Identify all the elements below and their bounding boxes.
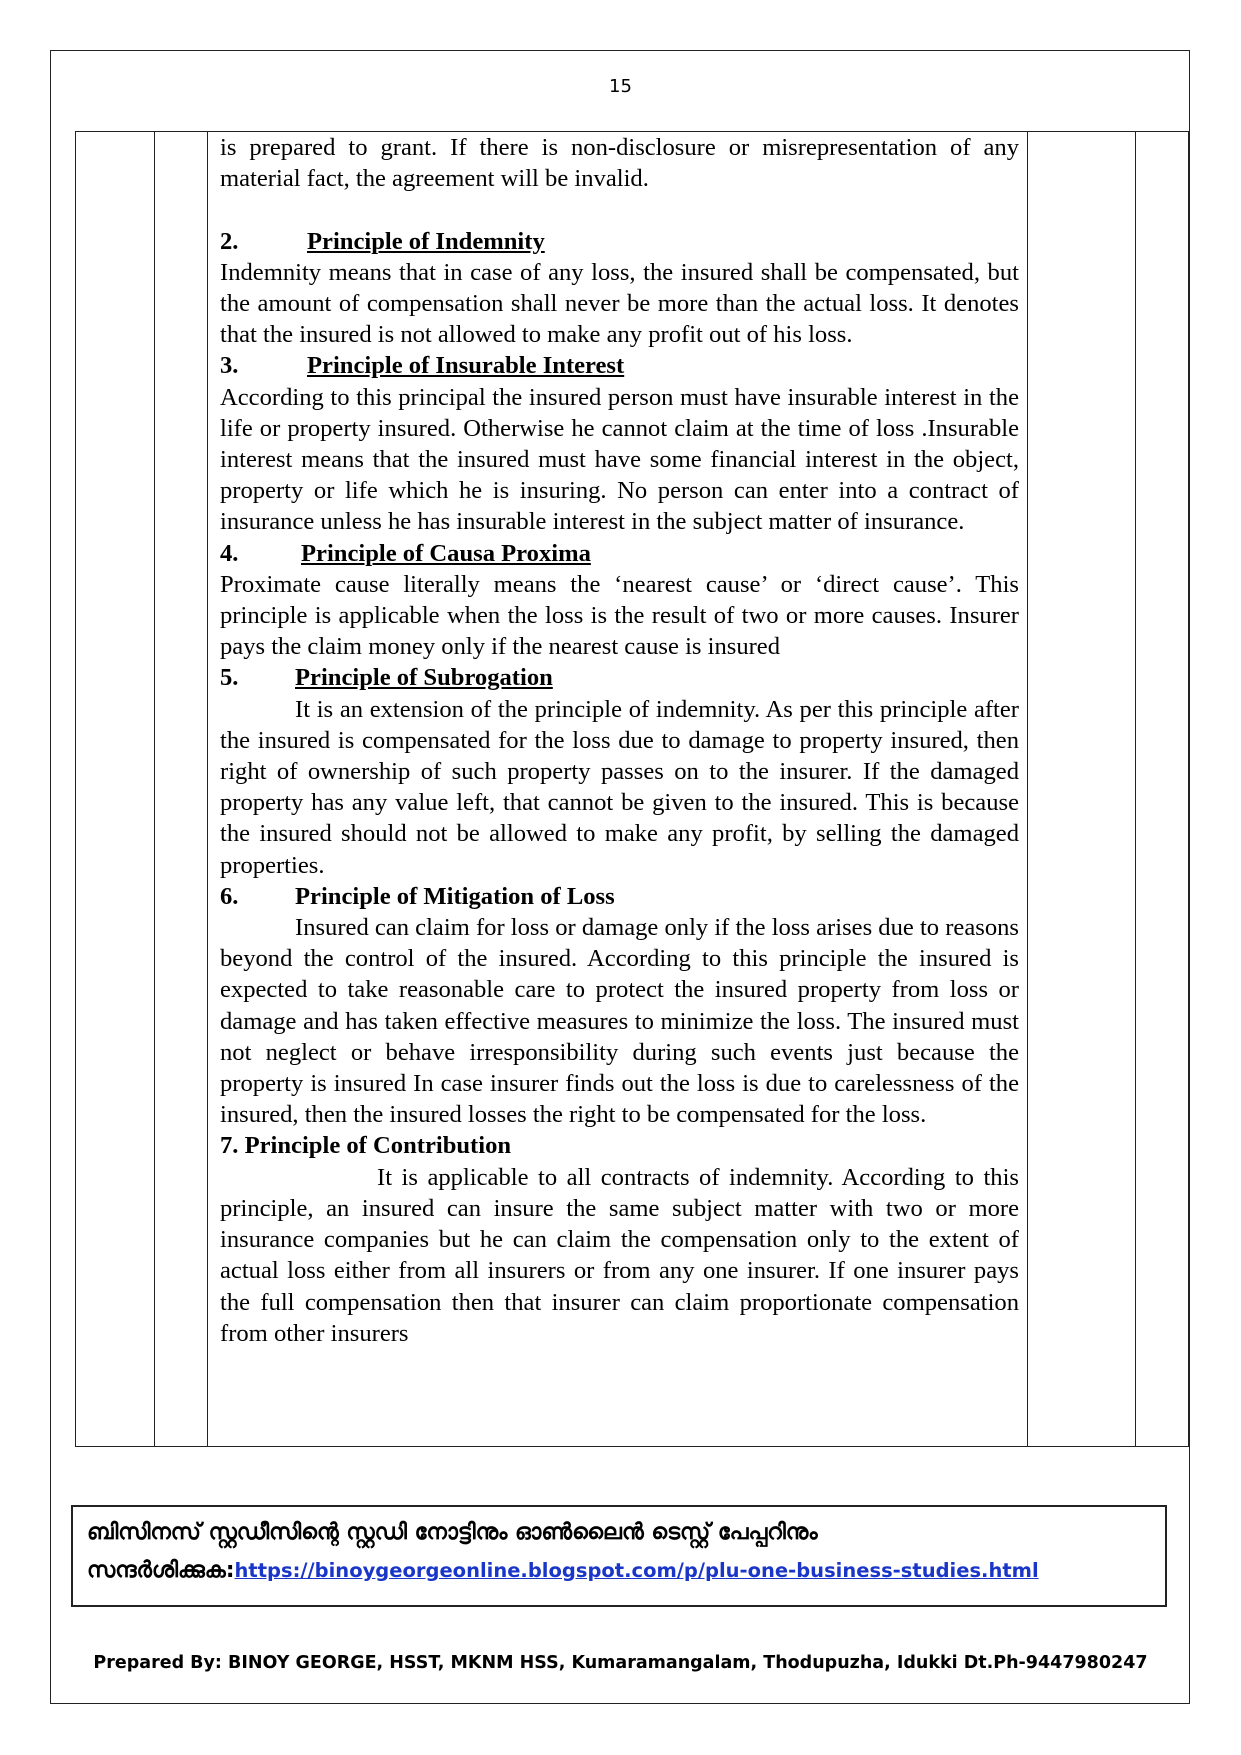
spacer bbox=[220, 194, 1019, 225]
section-heading-contribution bbox=[220, 1130, 1019, 1161]
section-text-insurable-interest: According to this principal the insured person must have insurable interest in the life or property insured. Otherwise he cannot claim at the time of loss .Insurable interest means that the insured must have some financial interest in the object, property or life which he is insuring. No person can enter into a contract of insurance unless he has insurable interest in the subject matter of insurance. bbox=[220, 383, 1019, 536]
footer-credit: Prepared By: BINOY GEORGE, HSST, MKNM HSS, Kumaramangalam, Thodupuzha, Idukki Dt.Ph-9447980247 bbox=[93, 1653, 1148, 1673]
table-column-divider bbox=[207, 131, 208, 1447]
content-cell bbox=[220, 132, 1019, 1349]
section-title: Principle of Subrogation bbox=[295, 664, 553, 692]
section-heading-insurable-interest bbox=[220, 350, 1019, 381]
table-column-divider bbox=[154, 131, 155, 1447]
page-number: 15 bbox=[609, 76, 632, 97]
section-heading-mitigation bbox=[220, 881, 1019, 912]
section-title: Principle of Causa Proxima bbox=[301, 539, 591, 567]
section-text-contribution: It is applicable to all contracts of indemnity. According to this principle, an insured can insure the same subject matter with two or more insurance companies but he can claim the compensation only to the extent of actual loss either from all insurers or from any one insurer. If one insurer pays the full compensation then that insurer can claim proportionate compensation from other insurers bbox=[220, 1163, 1019, 1347]
section-title: Principle of Contribution bbox=[244, 1132, 512, 1160]
notice-visit-label: സന്ദർശിക്കുക: bbox=[87, 1558, 235, 1583]
section-text-mitigation: Insured can claim for loss or damage only if the loss arises due to reasons beyond the control of the insured. According to this principle the insured is expected to take reasonable care to protect the insured property from loss or damage and has taken effective measures to minimize the loss. The insured must not neglect or behave irresponsibility during such events just because the property is insured In case insurer finds out the loss is due to carelessness of the insured, then the insured losses the right to be compensated for the loss. bbox=[220, 914, 1019, 1129]
section-number: 5. bbox=[220, 664, 239, 692]
section-number: 6. bbox=[220, 882, 239, 910]
section-text-indemnity: Indemnity means that in case of any loss, the insured shall be compensated, but the amount of compensation shall never be more than the actual loss. It denotes that the insured is not allowed to make any profit out of his loss. bbox=[220, 258, 1019, 349]
section-title: Principle of Mitigation of Loss bbox=[295, 882, 615, 910]
intro-paragraph: is prepared to grant. If there is non-disclosure or misrepresentation of any material fact, the agreement will be invalid. bbox=[220, 134, 1019, 193]
section-heading-causa-proxima bbox=[220, 538, 1019, 569]
section-number: 4. bbox=[220, 539, 239, 567]
section-text-subrogation: It is an extension of the principle of indemnity. As per this principle after the insured is compensated for the loss due to damage to property insured, then right of ownership of such property passes on to the insurer. If the damaged property has any value left, that cannot be given to the insured. This is because the insured should not be allowed to make any profit, by selling the damaged properties. bbox=[220, 695, 1019, 879]
notice-line-1: ബിസിനസ് സ്റ്റഡീസിന്റെ സ്റ്റഡി നോട്ടിനും ഓൺലൈൻ ടെസ്റ്റ് പേപ്പറിനും bbox=[87, 1520, 818, 1545]
section-text-causa-proxima: Proximate cause literally means the ‘nearest cause’ or ‘direct cause’. This principle is applicable when the loss is the result of two or more causes. Insurer pays the claim money only if the nearest cause is insured bbox=[220, 570, 1019, 661]
notice-box bbox=[71, 1505, 1167, 1607]
section-number: 7. bbox=[220, 1132, 239, 1160]
section-heading-subrogation bbox=[220, 662, 1019, 693]
section-number: 3. bbox=[220, 352, 239, 380]
section-title: Principle of Insurable Interest bbox=[307, 352, 625, 380]
section-heading-indemnity bbox=[220, 226, 1019, 257]
section-number: 2. bbox=[220, 227, 239, 255]
blog-link[interactable]: https://binoygeorgeonline.blogspot.com/p/plu-one-business-studies.html bbox=[234, 1559, 1039, 1582]
section-title: Principle of Indemnity bbox=[307, 227, 545, 255]
notice-line-2 bbox=[87, 1552, 1151, 1590]
table-column-divider bbox=[1027, 131, 1028, 1447]
table-column-divider bbox=[1135, 131, 1136, 1447]
